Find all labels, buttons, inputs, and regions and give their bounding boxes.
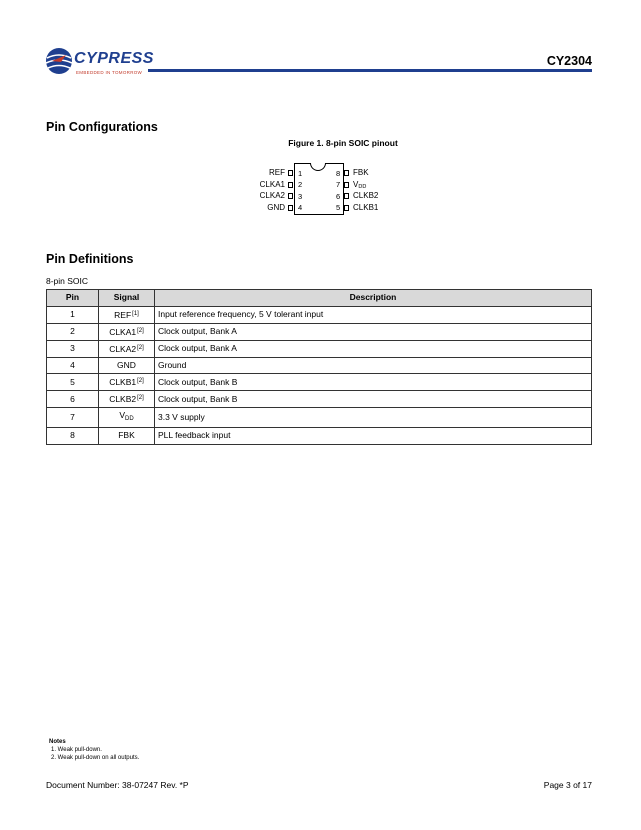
pin-lead bbox=[288, 170, 293, 176]
pin-number: 6 bbox=[336, 191, 341, 201]
pin-number: 7 bbox=[336, 180, 341, 189]
table-row bbox=[47, 391, 592, 408]
pin-number: 1 bbox=[298, 168, 303, 178]
pin-label-clkb1: CLKB1 bbox=[353, 202, 379, 212]
cell-description: PLL feedback input bbox=[155, 428, 592, 445]
pin-definitions-heading: Pin Definitions bbox=[46, 252, 134, 266]
cell-signal: CLKA2[2] bbox=[99, 340, 155, 357]
document-number: Document Number: 38-07247 Rev. *P bbox=[46, 780, 189, 790]
column-header-pin: Pin bbox=[47, 290, 99, 307]
note-item: 1. Weak pull-down. bbox=[51, 747, 102, 753]
pin-number: 3 bbox=[298, 191, 303, 201]
package-label: 8-pin SOIC bbox=[46, 276, 89, 286]
logo-tagline: EMBEDDED IN TOMORROW bbox=[76, 70, 143, 75]
cell-signal: REF[1] bbox=[99, 306, 155, 323]
table-row bbox=[47, 323, 592, 340]
figure-caption-text: Figure 1. 8-pin SOIC pinout bbox=[288, 138, 398, 148]
cell-description: Ground bbox=[155, 357, 592, 374]
chip-notch bbox=[310, 163, 326, 171]
table-row bbox=[47, 357, 592, 374]
table-body bbox=[47, 306, 592, 444]
column-header-signal: Signal bbox=[99, 290, 155, 307]
table-row bbox=[47, 306, 592, 323]
document-code: CY2304 bbox=[546, 54, 592, 68]
pin-lead bbox=[344, 170, 349, 176]
pin-label-clka2: CLKA2 bbox=[259, 191, 285, 200]
soic-pinout-diagram bbox=[0, 0, 641, 230]
table-row bbox=[47, 374, 592, 391]
cell-pin: 2 bbox=[47, 323, 99, 340]
cell-pin: 5 bbox=[47, 374, 99, 391]
cell-signal: FBK bbox=[99, 428, 155, 445]
pin-number: 2 bbox=[298, 180, 303, 189]
cell-signal: CLKB2[2] bbox=[99, 391, 155, 408]
pin-number: 8 bbox=[336, 168, 341, 178]
pin-label-gnd: GND bbox=[267, 202, 285, 212]
pin-label-fbk: FBK bbox=[353, 168, 369, 177]
cell-signal: CLKB1[2] bbox=[99, 374, 155, 391]
pin-lead bbox=[288, 193, 293, 199]
page-number: Page 3 of 17 bbox=[543, 780, 592, 790]
cell-pin: 4 bbox=[47, 357, 99, 374]
pin-definitions-table bbox=[46, 289, 592, 445]
pin-lead bbox=[344, 193, 349, 199]
pin-lead bbox=[344, 182, 349, 188]
cell-pin: 3 bbox=[47, 340, 99, 357]
pin-label-vdd: $V_{DD}$ bbox=[353, 179, 367, 190]
cell-pin: 6 bbox=[47, 391, 99, 408]
pin-label-ref: REF bbox=[269, 168, 285, 177]
note-item: 2. Weak pull-down on all outputs. bbox=[51, 755, 140, 761]
notes bbox=[49, 738, 139, 762]
cell-description: Clock output, Bank A bbox=[155, 340, 592, 357]
cell-description: Clock output, Bank B bbox=[155, 374, 592, 391]
pin-lead bbox=[288, 205, 293, 211]
pin-configurations-heading: Pin Configurations bbox=[46, 120, 158, 134]
table-row bbox=[47, 428, 592, 445]
pin-label-clkb2: CLKB2 bbox=[353, 191, 379, 200]
pin-lead bbox=[344, 205, 349, 211]
pin-number: 5 bbox=[336, 203, 341, 212]
table-row bbox=[47, 408, 592, 428]
cell-pin: 8 bbox=[47, 428, 99, 445]
cell-description: Input reference frequency, 5 V tolerant input bbox=[155, 306, 592, 323]
column-header-description: Description bbox=[155, 290, 592, 307]
logo-wordmark: CYPRESS bbox=[74, 50, 154, 67]
cell-description: 3.3 V supply bbox=[155, 408, 592, 428]
cell-pin: 1 bbox=[47, 306, 99, 323]
pin-label-clka1: CLKA1 bbox=[259, 179, 285, 189]
cell-description: Clock output, Bank A bbox=[155, 323, 592, 340]
cell-description: Clock output, Bank B bbox=[155, 391, 592, 408]
cell-signal: CLKA1[2] bbox=[99, 323, 155, 340]
notes-title: Notes bbox=[49, 739, 66, 745]
pin-number: 4 bbox=[298, 203, 303, 212]
table-header-row bbox=[47, 290, 592, 307]
cell-signal: GND bbox=[99, 357, 155, 374]
cell-pin: 7 bbox=[47, 408, 99, 428]
pin-lead bbox=[288, 182, 293, 188]
table-row bbox=[47, 340, 592, 357]
cell-signal: $V_{DD}$ bbox=[99, 408, 155, 428]
